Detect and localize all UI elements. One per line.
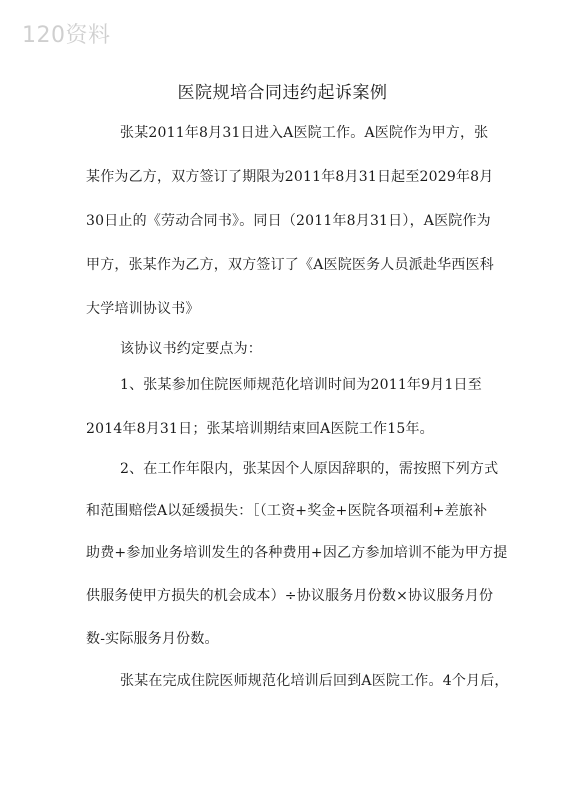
paragraph-line: 数-实际服务月份数。 [86, 631, 219, 647]
paragraph-line: 供服务使甲方损失的机会成本）÷协议服务月份数×协议服务月份 [86, 588, 494, 604]
document-title: 医院规培合同违约起诉案例 [177, 83, 388, 103]
paragraph-line: 1、张某参加住院医师规范化培训时间为2011年9月1日至 [120, 377, 482, 393]
paragraph-line: 大学培训协议书》 [86, 301, 200, 317]
paragraph-line: 某作为乙方，双方签订了期限为2011年8月31日起至2029年8月 [86, 169, 494, 185]
paragraph-line: 甲方，张某作为乙方，双方签订了《A医院医务人员派赴华西医科 [86, 257, 494, 273]
paragraph-line: 该协议书约定要点为： [120, 341, 262, 357]
paragraph-line: 2014年8月31日；张某培训期结束回A医院工作15年。 [86, 421, 434, 437]
paragraph-line: 助费+参加业务培训发生的各种费用+因乙方参加培训不能为甲方提 [86, 545, 508, 561]
watermark-logo: 120资料 [22, 23, 111, 48]
paragraph-line: 30日止的《劳动合同书》。同日（2011年8月31日），A医院作为 [86, 213, 491, 229]
paragraph-line: 2、在工作年限内，张某因个人原因辞职的，需按照下列方式 [120, 461, 499, 477]
paragraph-line: 张某2011年8月31日进入A医院工作。A医院作为甲方，张 [120, 125, 489, 141]
paragraph-line: 和范围赔偿A以延缓损失：［（工资+奖金+医院各项福利+差旅补 [86, 503, 488, 519]
paragraph-line: 张某在完成住院医师规范化培训后回到A医院工作。4个月后， [120, 673, 509, 689]
